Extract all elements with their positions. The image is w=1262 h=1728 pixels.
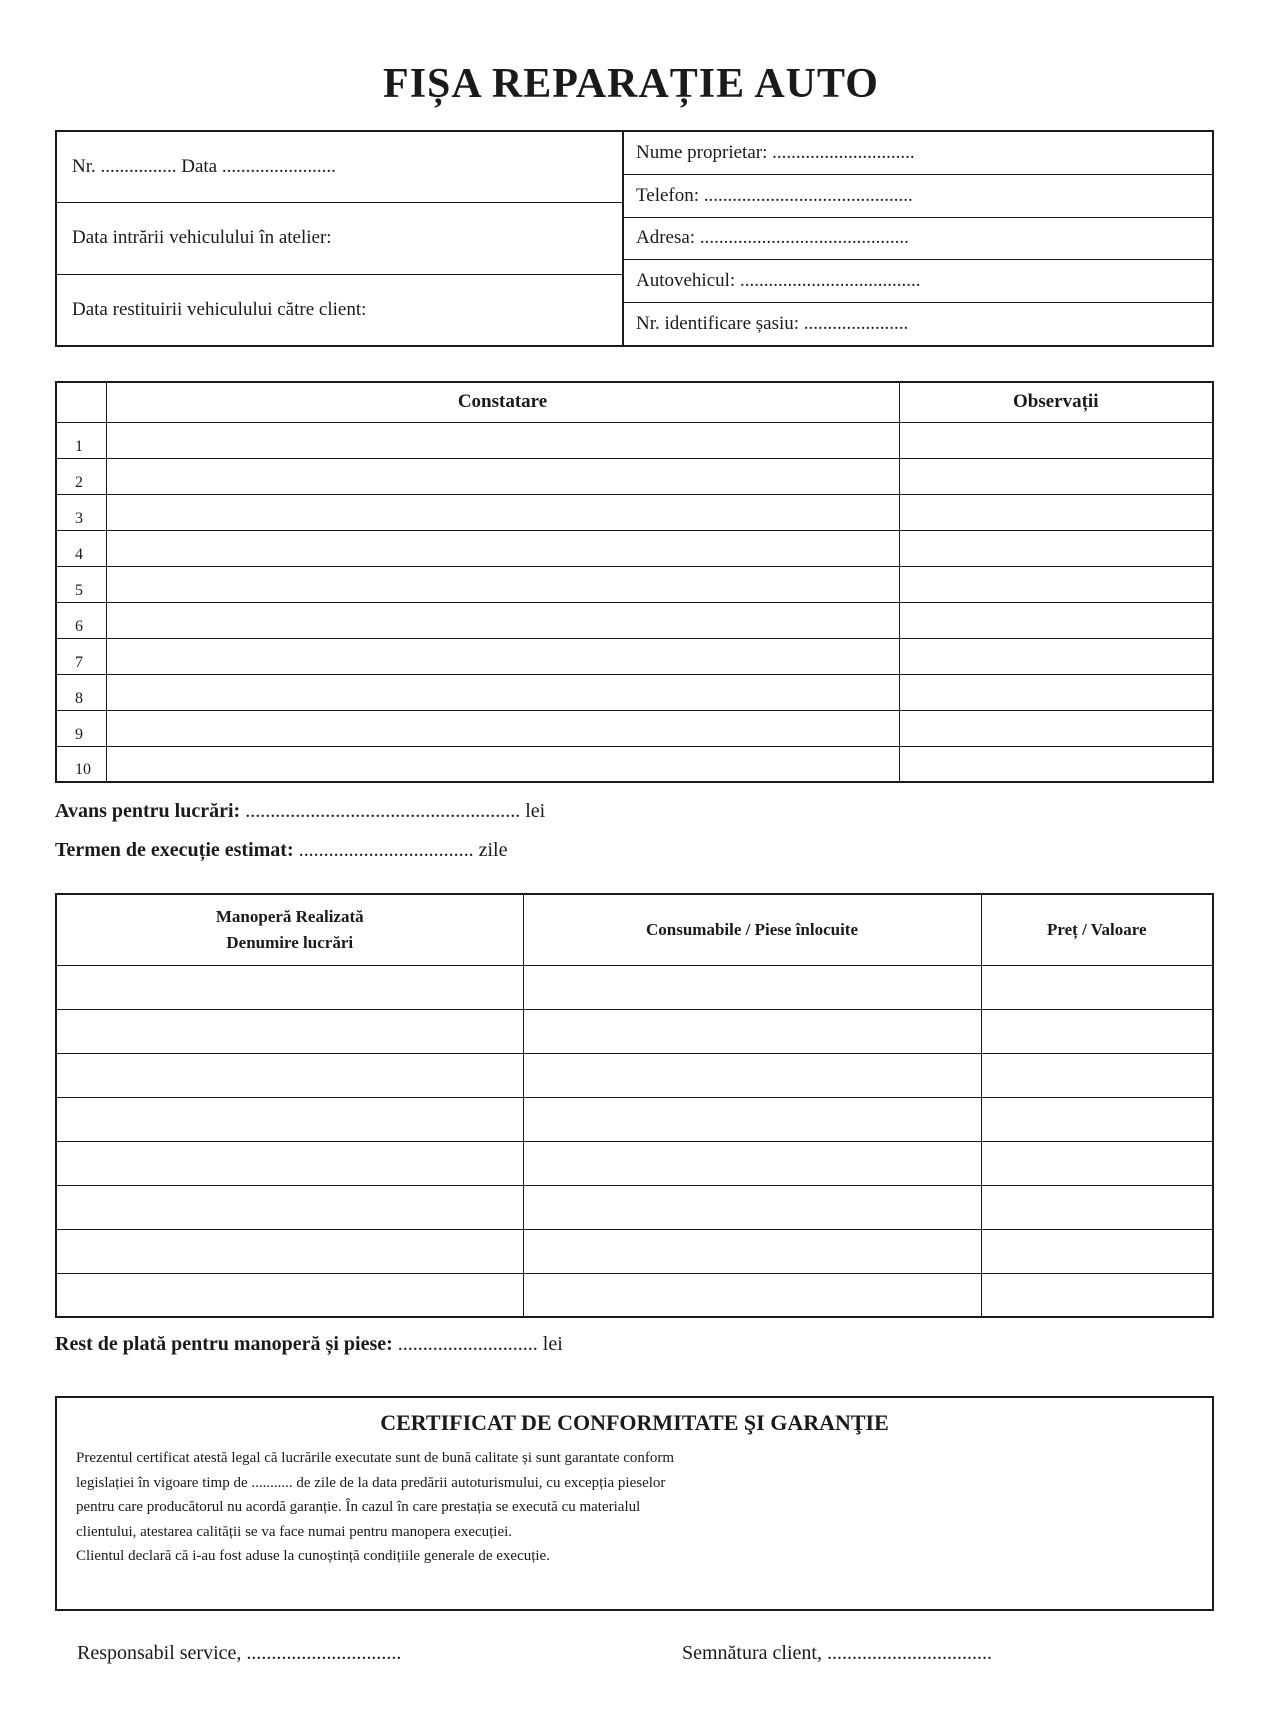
row-number: 3 — [56, 494, 106, 530]
row-number: 8 — [56, 674, 106, 710]
phone-field[interactable]: Telefon: ............................................ — [624, 175, 1212, 218]
constatare-cell[interactable] — [106, 530, 899, 566]
constatare-cell[interactable] — [106, 710, 899, 746]
manopera-cell[interactable] — [56, 1273, 523, 1317]
observatii-cell[interactable] — [899, 566, 1213, 602]
constatare-cell[interactable] — [106, 566, 899, 602]
manopera-header-line2: Denumire lucrări — [226, 932, 354, 952]
return-date-field[interactable]: Data restituirii vehiculului către client: — [72, 298, 367, 320]
observatii-cell[interactable] — [899, 602, 1213, 638]
consumabile-cell[interactable] — [523, 1141, 981, 1185]
manopera-cell[interactable] — [56, 1185, 523, 1229]
constatare-cell[interactable] — [106, 638, 899, 674]
manopera-cell[interactable] — [56, 965, 523, 1009]
rest-value[interactable]: ............................ lei — [392, 1333, 563, 1355]
certificate-line: pentru care producătorul nu acordă garanție. În cazul în care prestația se execută cu materialul — [76, 1499, 641, 1515]
observatii-cell[interactable] — [899, 746, 1213, 782]
header-left-column — [57, 132, 624, 345]
avans-label: Avans pentru lucrări: — [55, 800, 241, 822]
constatare-cell[interactable] — [106, 422, 899, 458]
constatare-row — [56, 566, 1213, 602]
manopera-header-line1: Manoperă Realizată — [215, 906, 364, 926]
header-right-column — [624, 132, 1212, 345]
constatare-row — [56, 746, 1213, 782]
certificate-box — [55, 1396, 1214, 1611]
manopera-cell[interactable] — [56, 1097, 523, 1141]
manopera-table — [55, 893, 1214, 1318]
manopera-cell[interactable] — [56, 1229, 523, 1273]
manopera-row — [56, 1141, 1213, 1185]
avans-value[interactable]: ....................................................... lei — [240, 800, 546, 822]
rest-label: Rest de plată pentru manoperă și piese: — [55, 1333, 393, 1355]
manopera-cell[interactable] — [56, 1141, 523, 1185]
row-number: 9 — [56, 710, 106, 746]
constatare-row — [56, 458, 1213, 494]
pret-cell[interactable] — [981, 1053, 1213, 1097]
certificate-line: clientului, atestarea calității se va face numai pentru manopera execuției. — [76, 1523, 513, 1540]
observatii-cell[interactable] — [899, 458, 1213, 494]
row-number: 5 — [56, 566, 106, 602]
vehicle-field[interactable]: Autovehicul: ...................................... — [624, 260, 1212, 303]
constatare-cell[interactable] — [106, 746, 899, 782]
observatii-cell[interactable] — [899, 422, 1213, 458]
address-field[interactable]: Adresa: ............................................ — [624, 218, 1212, 261]
certificate-line: legislației în vigoare timp de ........... de zile de la data predării autoturismului, cu excepția pieselor — [76, 1474, 666, 1491]
constatare-row — [56, 602, 1213, 638]
consumabile-cell[interactable] — [523, 1097, 981, 1141]
consumabile-cell[interactable] — [523, 1229, 981, 1273]
pret-cell[interactable] — [981, 1229, 1213, 1273]
row-number: 7 — [56, 638, 106, 674]
row-number-header — [56, 382, 106, 422]
constatare-row — [56, 530, 1213, 566]
constatare-cell[interactable] — [106, 674, 899, 710]
observatii-cell[interactable] — [899, 638, 1213, 674]
pret-cell[interactable] — [981, 1141, 1213, 1185]
constatare-header: Constatare — [106, 382, 899, 422]
observatii-cell[interactable] — [899, 530, 1213, 566]
manopera-row — [56, 1053, 1213, 1097]
constatare-row — [56, 638, 1213, 674]
rest-line — [55, 1333, 563, 1356]
observatii-cell[interactable] — [899, 710, 1213, 746]
client-signature[interactable]: Semnătura client, ................................. — [682, 1642, 992, 1664]
constatare-cell[interactable] — [106, 494, 899, 530]
row-number: 10 — [56, 746, 106, 782]
certificate-line: Prezentul certificat atestă legal că lucrările executate sunt de bună calitate și sunt garantate conform — [76, 1450, 675, 1466]
constatare-row — [56, 422, 1213, 458]
owner-name-field[interactable]: Nume proprietar: .............................. — [624, 132, 1212, 175]
chassis-id-field[interactable]: Nr. identificare șasiu: ...................... — [636, 313, 909, 335]
avans-line — [55, 800, 545, 823]
observatii-cell[interactable] — [899, 674, 1213, 710]
manopera-row — [56, 1185, 1213, 1229]
manopera-row — [56, 965, 1213, 1009]
certificate-body — [76, 1446, 796, 1569]
pret-cell[interactable] — [981, 1097, 1213, 1141]
termen-value[interactable]: ................................... zile — [293, 839, 508, 861]
manopera-header — [56, 894, 523, 965]
form-title: FIȘA REPARAȚIE AUTO — [383, 61, 879, 107]
termen-label: Termen de execuție estimat: — [55, 839, 294, 861]
constatare-cell[interactable] — [106, 602, 899, 638]
service-signature[interactable]: Responsabil service, ............................... — [77, 1642, 402, 1664]
pret-cell[interactable] — [981, 1273, 1213, 1317]
constatare-cell[interactable] — [106, 458, 899, 494]
row-number: 1 — [56, 422, 106, 458]
manopera-cell[interactable] — [56, 1053, 523, 1097]
consumabile-cell[interactable] — [523, 965, 981, 1009]
manopera-cell[interactable] — [56, 1009, 523, 1053]
constatare-table — [55, 381, 1214, 783]
entry-date-field[interactable]: Data intrării vehiculului în atelier: — [57, 203, 622, 274]
constatare-row — [56, 674, 1213, 710]
pret-cell[interactable] — [981, 1185, 1213, 1229]
manopera-row — [56, 1097, 1213, 1141]
header-block — [55, 130, 1214, 347]
constatare-row — [56, 710, 1213, 746]
certificate-line: Clientul declară că i-au fost aduse la cunoștință condițiile generale de execuție. — [76, 1548, 550, 1564]
row-number: 4 — [56, 530, 106, 566]
manopera-row — [56, 1229, 1213, 1273]
observatii-header: Observații — [899, 382, 1213, 422]
observatii-cell[interactable] — [899, 494, 1213, 530]
pret-header: Preț / Valoare — [981, 894, 1213, 965]
certificate-title: CERTIFICAT DE CONFORMITATE ŞI GARANŢIE — [380, 1410, 889, 1435]
row-number: 6 — [56, 602, 106, 638]
nr-data-field[interactable]: Nr. ................ Data ........................ — [57, 132, 622, 203]
row-number: 2 — [56, 458, 106, 494]
pret-cell[interactable] — [981, 965, 1213, 1009]
termen-line — [55, 839, 508, 862]
consumabile-cell[interactable] — [523, 1009, 981, 1053]
constatare-row — [56, 494, 1213, 530]
pret-cell[interactable] — [981, 1009, 1213, 1053]
manopera-row — [56, 1273, 1213, 1317]
manopera-row — [56, 1009, 1213, 1053]
consumabile-header: Consumabile / Piese înlocuite — [523, 894, 981, 965]
consumabile-cell[interactable] — [523, 1185, 981, 1229]
consumabile-cell[interactable] — [523, 1273, 981, 1317]
consumabile-cell[interactable] — [523, 1053, 981, 1097]
